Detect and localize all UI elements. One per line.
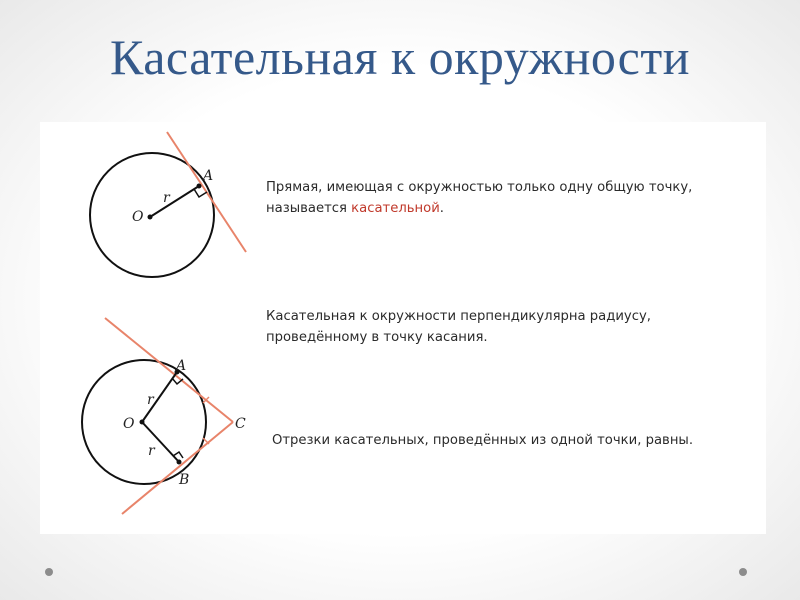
- label-C: C: [235, 416, 246, 432]
- label-r-2a: r: [147, 392, 154, 408]
- tangent-line-B: [122, 422, 233, 514]
- point-O-1: [148, 215, 153, 220]
- label-r-1: r: [163, 190, 170, 206]
- label-O-2: O: [123, 416, 135, 432]
- statement-tangent-perpendicular: Касательная к окружности перпендикулярна радиусу, проведённому в точку касания.: [266, 309, 651, 345]
- term-tangent: касательной: [351, 201, 440, 216]
- label-A-2: A: [176, 358, 187, 374]
- decorative-dot-left: [45, 568, 53, 576]
- statement-tangent-definition: [266, 177, 756, 219]
- decorative-dot-right: [739, 568, 747, 576]
- statement-equal-tangent-segments: Отрезки касательных, проведённых из одной точки, равны.: [272, 433, 694, 448]
- label-r-2b: r: [148, 443, 155, 459]
- content-panel: [40, 122, 766, 534]
- slide-title: Касательная к окружности: [110, 29, 690, 85]
- point-A-1: [197, 184, 202, 189]
- statement-1-text: Прямая, имеющая с окружностью только одну общую точку, называется: [266, 180, 693, 216]
- label-O-1: O: [132, 209, 144, 225]
- figure-two-tangents: [82, 318, 246, 514]
- point-O-2: [140, 420, 145, 425]
- point-B-2: [177, 460, 182, 465]
- radius-OA-1: [150, 186, 199, 217]
- label-A-1: A: [203, 168, 214, 184]
- figure-tangent-definition: [90, 132, 246, 277]
- statement-1-end: .: [439, 201, 444, 216]
- label-B-2: B: [179, 472, 190, 488]
- tangent-line-A: [105, 318, 233, 422]
